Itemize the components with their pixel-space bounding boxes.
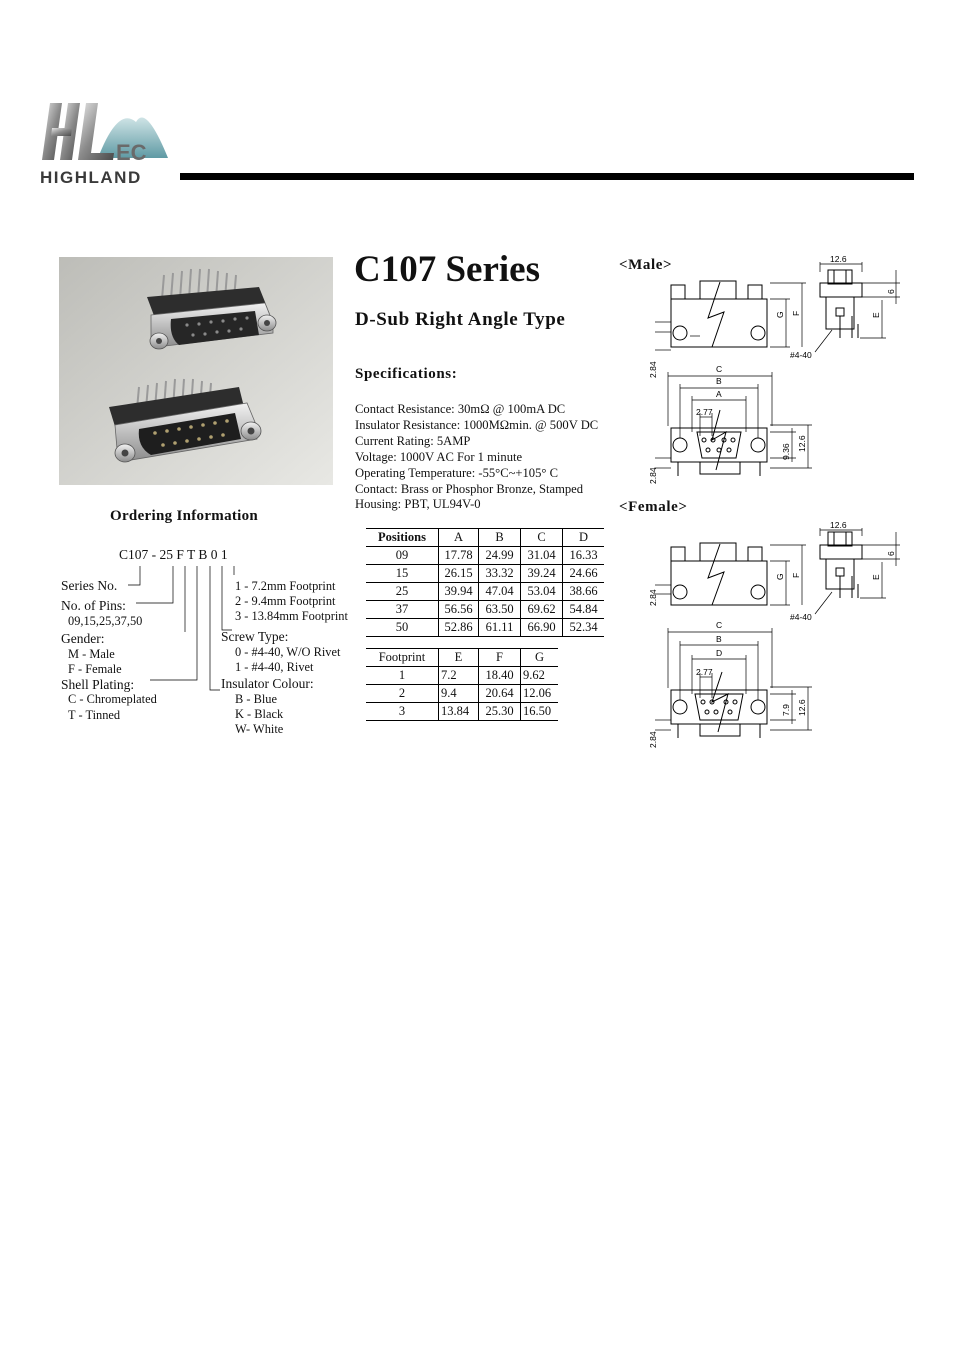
dim-6-f: 6	[886, 551, 896, 556]
spec-line: Contact Resistance: 30mΩ @ 100mA DC	[355, 402, 566, 416]
male-bottom-view	[671, 410, 767, 476]
table-cell: 15	[366, 565, 439, 583]
gender-label: Gender:	[61, 631, 105, 646]
dim-d-f: D	[716, 648, 723, 658]
brand-name: HIGHLAND	[40, 168, 142, 187]
table-cell: 17.78	[439, 547, 479, 565]
table-header-cell: D	[563, 529, 605, 547]
dim-2-84: 2.84	[648, 361, 658, 378]
dim-screw-f: #4-40	[790, 612, 812, 622]
table-cell: 54.84	[563, 601, 605, 619]
svg-text:EC: EC	[116, 140, 147, 165]
spec-line: Insulator Resistance: 1000MΩmin. @ 500V DC	[355, 417, 599, 432]
table-cell: 13.84	[439, 703, 479, 721]
table-header-cell: G	[521, 649, 559, 667]
dim-7-9: 7.9	[781, 704, 791, 716]
dim-b-f: B	[716, 634, 722, 644]
table-cell: 7.2	[439, 667, 479, 685]
spec-line: Operating Temperature: -55°C~+105° C	[355, 465, 558, 480]
female-side-view	[820, 532, 862, 598]
insulator-colour-label: Insulator Colour:	[221, 676, 314, 691]
dim-e: E	[871, 312, 881, 318]
footprint-option-2: 2 - 9.4mm Footprint	[235, 594, 336, 608]
male-front-view	[655, 281, 767, 347]
gender-female: F - Female	[68, 662, 122, 676]
pins-values: 09,15,25,37,50	[68, 614, 143, 628]
footprint-option-1: 1 - 7.2mm Footprint	[235, 579, 336, 593]
colour-white: W- White	[235, 722, 284, 736]
table-cell: 69.62	[521, 601, 563, 619]
table-header-cell: Footprint	[366, 649, 439, 667]
dim-2-77: 2.77	[696, 407, 713, 417]
table-cell: 25.30	[479, 703, 521, 721]
table-cell: 1	[366, 667, 439, 685]
specifications-heading: Specifications:	[355, 366, 458, 382]
table-cell: 25	[366, 583, 439, 601]
table-cell: 39.94	[439, 583, 479, 601]
dim-screw: #4-40	[790, 350, 812, 360]
dim-12-6-f: 12.6	[830, 520, 847, 530]
plating-chrome: C - Chromeplated	[68, 692, 157, 706]
dim-2-84-f: 2.84	[648, 589, 658, 606]
spec-line: Current Rating: 5AMP	[355, 433, 471, 448]
table-cell: 53.04	[521, 583, 563, 601]
table-cell: 38.66	[563, 583, 605, 601]
table-cell: 24.99	[479, 547, 521, 565]
table-cell: 09	[366, 547, 439, 565]
dim-12-6-fv: 12.6	[797, 699, 807, 716]
table-cell: 52.86	[439, 619, 479, 637]
dim-c-f: C	[716, 620, 723, 630]
table-cell: 9.62	[521, 667, 559, 685]
table-header-cell: C	[521, 529, 563, 547]
table-cell: 50	[366, 619, 439, 637]
dim-f-f: F	[791, 572, 801, 578]
ordering-heading: Ordering Information	[110, 508, 259, 524]
dim-b: B	[716, 376, 722, 386]
dim-12-6-v: 12.6	[797, 435, 807, 452]
table-header-cell: B	[479, 529, 521, 547]
table-cell: 63.50	[479, 601, 521, 619]
table-header-cell: E	[439, 649, 479, 667]
table-cell: 24.66	[563, 565, 605, 583]
table-cell: 33.32	[479, 565, 521, 583]
screw-type-label: Screw Type:	[221, 629, 289, 644]
female-front-view	[655, 543, 767, 605]
dim-12-6: 12.6	[830, 254, 847, 264]
dim-e-f: E	[871, 574, 881, 580]
plating-tinned: T - Tinned	[68, 708, 121, 722]
table-cell: 16.33	[563, 547, 605, 565]
shell-plating-label: Shell Plating:	[61, 677, 135, 692]
colour-black: K - Black	[235, 707, 284, 721]
female-bottom-view	[671, 672, 767, 738]
ordering-code: C107 - 25 F T B 0 1	[119, 547, 228, 562]
table-cell: 61.11	[479, 619, 521, 637]
female-section-label: <Female>	[619, 499, 688, 515]
table-cell: 18.40	[479, 667, 521, 685]
screw-option-0: 0 - #4-40, W/O Rivet	[235, 645, 341, 659]
dim-f: F	[791, 310, 801, 316]
product-title: C107 Series	[354, 249, 540, 290]
footprint-option-3: 3 - 13.84mm Footprint	[235, 609, 348, 623]
series-no-label: Series No.	[61, 578, 118, 593]
table-cell: 3	[366, 703, 439, 721]
table-cell: 56.56	[439, 601, 479, 619]
table-cell: 2	[366, 685, 439, 703]
dim-6: 6	[886, 289, 896, 294]
table-cell: 47.04	[479, 583, 521, 601]
dim-g-f: G	[775, 573, 785, 580]
dim-c: C	[716, 364, 723, 374]
table-cell: 9.4	[439, 685, 479, 703]
table-cell: 20.64	[479, 685, 521, 703]
table-cell: 39.24	[521, 565, 563, 583]
table-cell: 12.06	[521, 685, 559, 703]
dim-2-84-b: 2.84	[648, 467, 658, 484]
table-header-cell: F	[479, 649, 521, 667]
dim-2-77-f: 2.77	[696, 667, 713, 677]
spec-line: Housing: PBT, UL94V-0	[355, 497, 481, 512]
table-cell: 26.15	[439, 565, 479, 583]
male-section-label: <Male>	[619, 257, 673, 273]
table-cell: 66.90	[521, 619, 563, 637]
table-cell: 52.34	[563, 619, 605, 637]
dim-a: A	[716, 389, 722, 399]
table-cell: 37	[366, 601, 439, 619]
gender-male: M - Male	[68, 647, 115, 661]
male-side-view	[820, 270, 862, 338]
dim-9-36: 9.36	[781, 443, 791, 460]
table-cell: 16.50	[521, 703, 559, 721]
spec-line: Contact: Brass or Phosphor Bronze, Stamped	[355, 481, 584, 496]
dim-g: G	[775, 311, 785, 318]
product-subtitle: D-Sub Right Angle Type	[355, 309, 566, 330]
spec-line: Voltage: 1000V AC For 1 minute	[355, 449, 523, 464]
table-header-cell: Positions	[366, 529, 439, 547]
dim-2-84-fb: 2.84	[648, 731, 658, 748]
no-of-pins-label: No. of Pins:	[61, 598, 126, 613]
table-cell: 31.04	[521, 547, 563, 565]
screw-option-1: 1 - #4-40, Rivet	[235, 660, 314, 674]
table-header-cell: A	[439, 529, 479, 547]
colour-blue: B - Blue	[235, 692, 277, 706]
